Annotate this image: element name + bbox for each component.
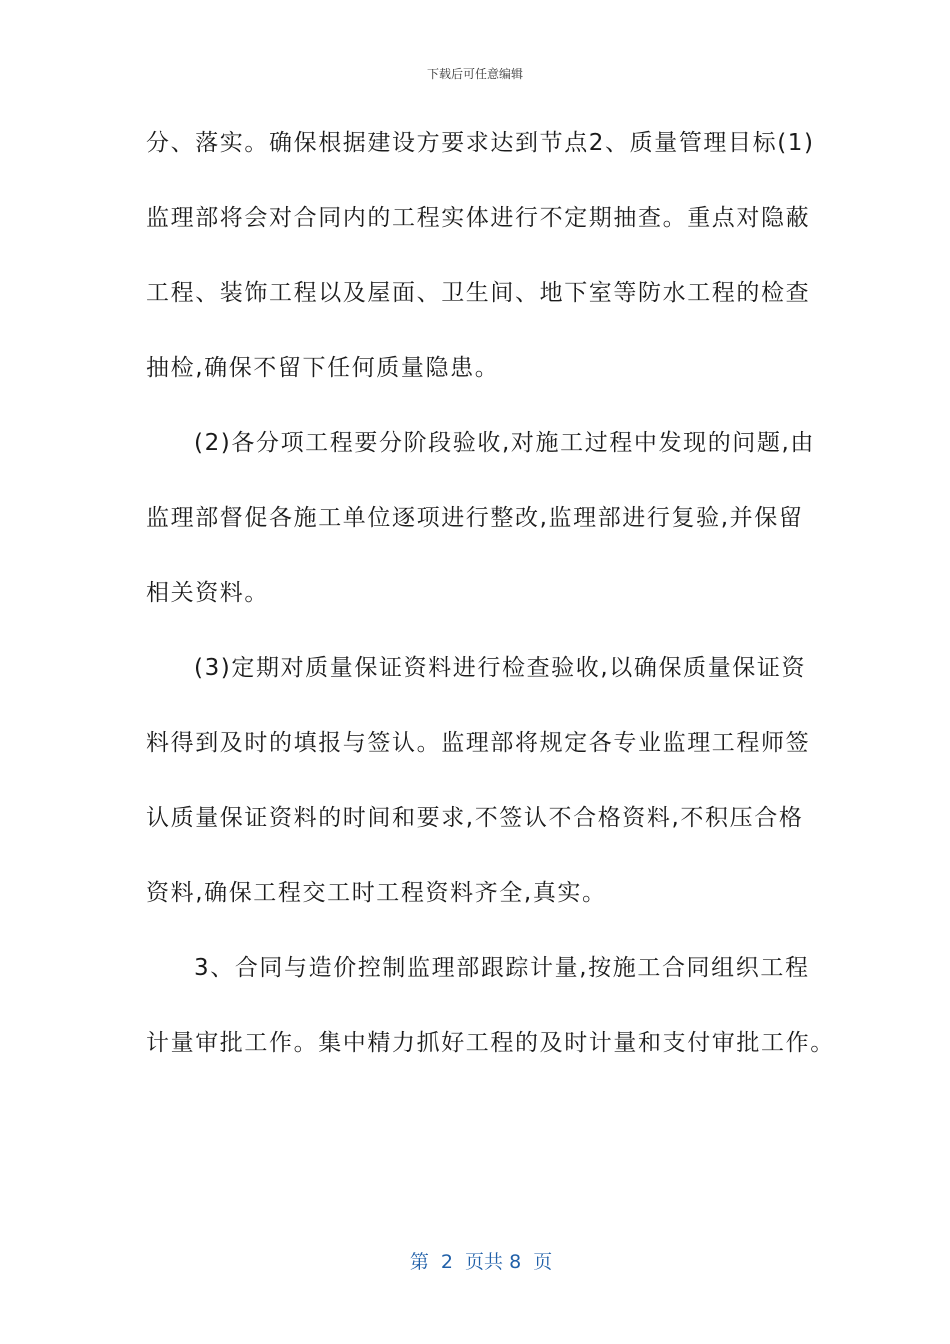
document-body <box>146 106 835 1081</box>
body-line: (2)各分项工程要分阶段验收,对施工过程中发现的问题,由 <box>194 430 816 456</box>
body-line: 抽检,确保不留下任何质量隐患。 <box>146 355 500 381</box>
body-line: 资料,确保工程交工时工程资料齐全,真实。 <box>146 880 607 906</box>
body-line: 3、合同与造价控制监理部跟踪计量,按施工合同组织工程 <box>194 955 810 981</box>
body-line: 相关资料。 <box>146 580 269 606</box>
body-line: 监理部督促各施工单位逐项进行整改,监理部进行复验,并保留 <box>146 505 804 531</box>
page-footer <box>0 1226 950 1274</box>
page-header <box>0 66 950 82</box>
body-line: 计量审批工作。集中精力抓好工程的及时计量和支付审批工作。 <box>146 1030 835 1056</box>
body-line: 认质量保证资料的时间和要求,不签认不合格资料,不积压合格 <box>146 805 804 831</box>
body-line: 监理部将会对合同内的工程实体进行不定期抽查。重点对隐蔽 <box>146 205 811 231</box>
body-line: 分、落实。确保根据建设方要求达到节点2、质量管理目标(1) <box>146 130 815 156</box>
header-note: 下载后可任意编辑 <box>426 67 523 81</box>
body-line: (3)定期对质量保证资料进行检查验收,以确保质量保证资 <box>194 655 807 681</box>
body-line: 工程、装饰工程以及屋面、卫生间、地下室等防水工程的检查 <box>146 280 811 306</box>
body-line: 料得到及时的填报与签认。监理部将规定各专业监理工程师签 <box>146 730 811 756</box>
page-indicator: 第 2 页共 8 页 <box>409 1251 553 1273</box>
